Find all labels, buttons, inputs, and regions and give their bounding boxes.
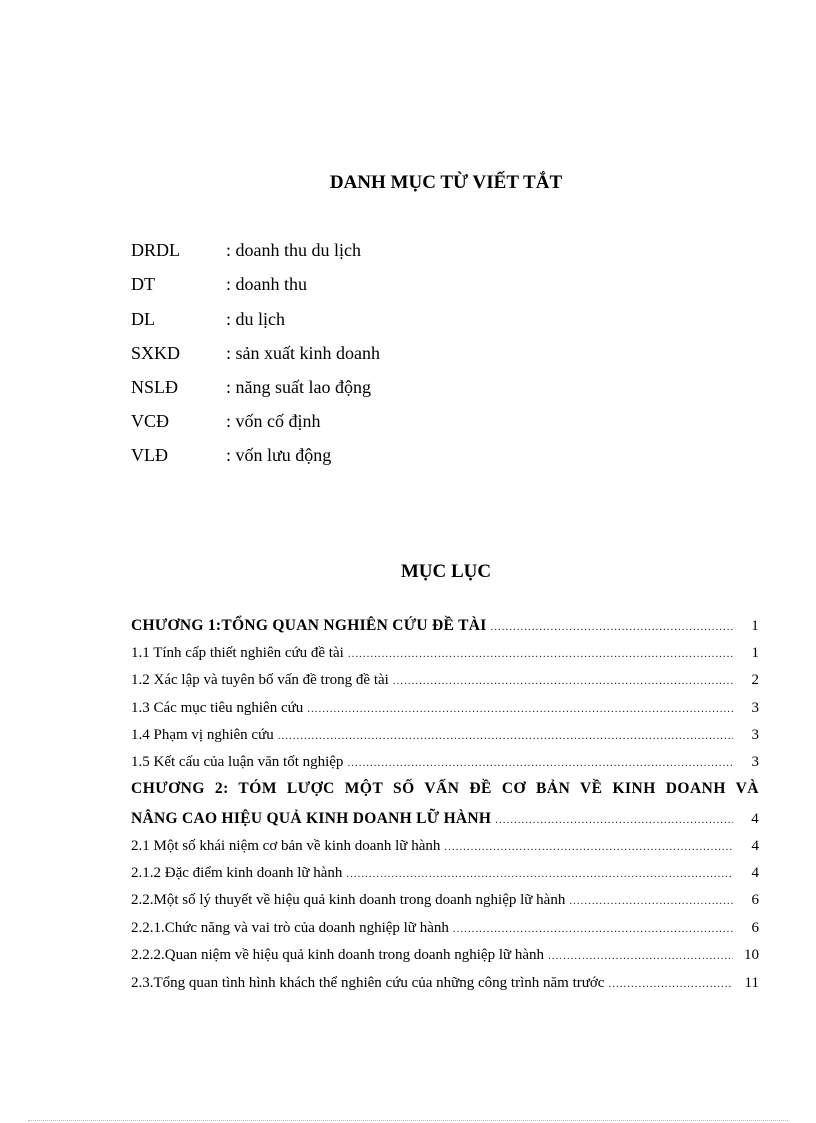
abbreviation-definition: : năng suất lao động <box>226 377 371 397</box>
toc-entry-text: CHƯƠNG 1:TỔNG QUAN NGHIÊN CỨU ĐỀ TÀI <box>131 617 487 634</box>
toc-entry[interactable] <box>131 727 759 747</box>
toc-entry-text: 2.3.Tổng quan tình hình khách thể nghiên cứu của những công trình năm trước <box>131 975 605 991</box>
abbreviation-row <box>131 411 321 433</box>
toc-page-number: 1 <box>751 645 759 661</box>
toc-entry-text: 1.1 Tính cấp thiết nghiên cứu đề tài <box>131 645 344 661</box>
toc-dot-leader <box>346 868 733 880</box>
toc-chapter-2-line-1[interactable]: CHƯƠNG 2: TÓM LƯỢC MỘT SỐ VẤN ĐỀ CƠ BẢN VỀ KINH DOANH VÀ <box>131 780 759 797</box>
abbreviation-code: DT <box>131 274 155 294</box>
abbreviation-definition: : vốn lưu động <box>226 445 332 465</box>
toc-entry-text: 1.4 Phạm vị nghiên cứu <box>131 727 274 743</box>
toc-entry[interactable] <box>131 754 759 774</box>
toc-page-number: 3 <box>751 700 759 716</box>
toc-chapter-2[interactable] <box>131 810 759 830</box>
toc-dot-leader <box>347 757 733 769</box>
toc-page-number: 6 <box>751 892 759 908</box>
toc-dot-leader <box>495 814 733 826</box>
toc-dot-leader <box>348 648 733 660</box>
toc-page-number: 4 <box>751 811 759 827</box>
toc-entry-text: 2.2.Một số lý thuyết về hiệu quả kinh doanh trong doanh nghiệp lữ hành <box>131 892 566 908</box>
toc-page-number: 6 <box>751 920 759 936</box>
toc-page-number: 11 <box>744 975 759 991</box>
toc-page-number: 10 <box>744 947 759 963</box>
abbreviation-row <box>131 343 380 365</box>
toc-entry[interactable] <box>131 947 759 967</box>
abbreviation-code: VLĐ <box>131 445 168 465</box>
toc-page-number: 4 <box>751 865 759 881</box>
abbreviation-row <box>131 377 371 399</box>
toc-dot-leader <box>393 675 733 687</box>
toc-entry-text: 2.1.2 Đặc điểm kinh doanh lữ hành <box>131 865 343 881</box>
toc-chapter-1[interactable] <box>131 617 759 637</box>
abbreviation-definition: : doanh thu <box>226 274 307 294</box>
toc-dot-leader <box>453 923 733 935</box>
abbreviation-row <box>131 445 331 467</box>
toc-dot-leader <box>307 703 733 715</box>
toc-entry[interactable] <box>131 975 759 995</box>
toc-dot-leader <box>569 895 733 907</box>
toc-entry-text: 1.3 Các mục tiêu nghiên cứu <box>131 700 304 716</box>
toc-entry[interactable] <box>131 700 759 720</box>
abbreviation-code: NSLĐ <box>131 377 179 397</box>
abbreviation-definition: : du lịch <box>226 309 285 329</box>
toc-title: MỤC LỤC <box>400 561 492 582</box>
toc-page-number: 2 <box>751 672 759 688</box>
toc-page-number: 3 <box>751 727 759 743</box>
toc-page-number: 3 <box>751 754 759 770</box>
toc-dot-leader <box>278 730 733 742</box>
abbreviation-code: DL <box>131 309 155 329</box>
toc-entry[interactable] <box>131 838 759 858</box>
toc-entry[interactable] <box>131 672 759 692</box>
toc-entry-text: 2.2.2.Quan niệm về hiệu quả kinh doanh trong doanh nghiệp lữ hành <box>131 947 545 963</box>
abbreviation-code: VCĐ <box>131 411 170 431</box>
toc-entry-text: 2.1 Một số khái niệm cơ bản về kinh doanh lữ hành <box>131 838 441 854</box>
toc-dot-leader <box>608 978 733 990</box>
toc-page-number: 4 <box>751 838 759 854</box>
toc-entry[interactable] <box>131 645 759 665</box>
abbreviation-code: DRDL <box>131 240 180 260</box>
abbreviation-definition: : sản xuất kinh doanh <box>226 343 380 363</box>
page-bottom-rule <box>28 1120 788 1121</box>
abbreviations-title: DANH MỤC TỪ VIẾT TẮT <box>329 172 563 193</box>
toc-entry[interactable] <box>131 892 759 912</box>
abbreviation-code: SXKD <box>131 343 181 363</box>
abbreviation-row <box>131 274 307 296</box>
abbreviation-row <box>131 240 361 262</box>
toc-entry[interactable] <box>131 865 759 885</box>
toc-entry-text: NÂNG CAO HIỆU QUẢ KINH DOANH LỮ HÀNH <box>131 810 492 827</box>
toc-entry-text: 2.2.1.Chức năng và vai trò của doanh nghiệp lữ hành <box>131 920 449 936</box>
toc-entry-text: 1.2 Xác lập và tuyên bố vấn đề trong đề tài <box>131 672 389 688</box>
toc-page-number: 1 <box>751 618 759 634</box>
toc-entry[interactable] <box>131 920 759 940</box>
abbreviation-definition: : vốn cố định <box>226 411 321 431</box>
toc-dot-leader <box>444 841 733 853</box>
abbreviation-row <box>131 309 285 331</box>
toc-entry-text: 1.5 Kết cấu của luận văn tốt nghiệp <box>131 754 344 770</box>
toc-dot-leader <box>548 950 733 962</box>
abbreviation-definition: : doanh thu du lịch <box>226 240 361 260</box>
toc-dot-leader <box>491 621 733 633</box>
